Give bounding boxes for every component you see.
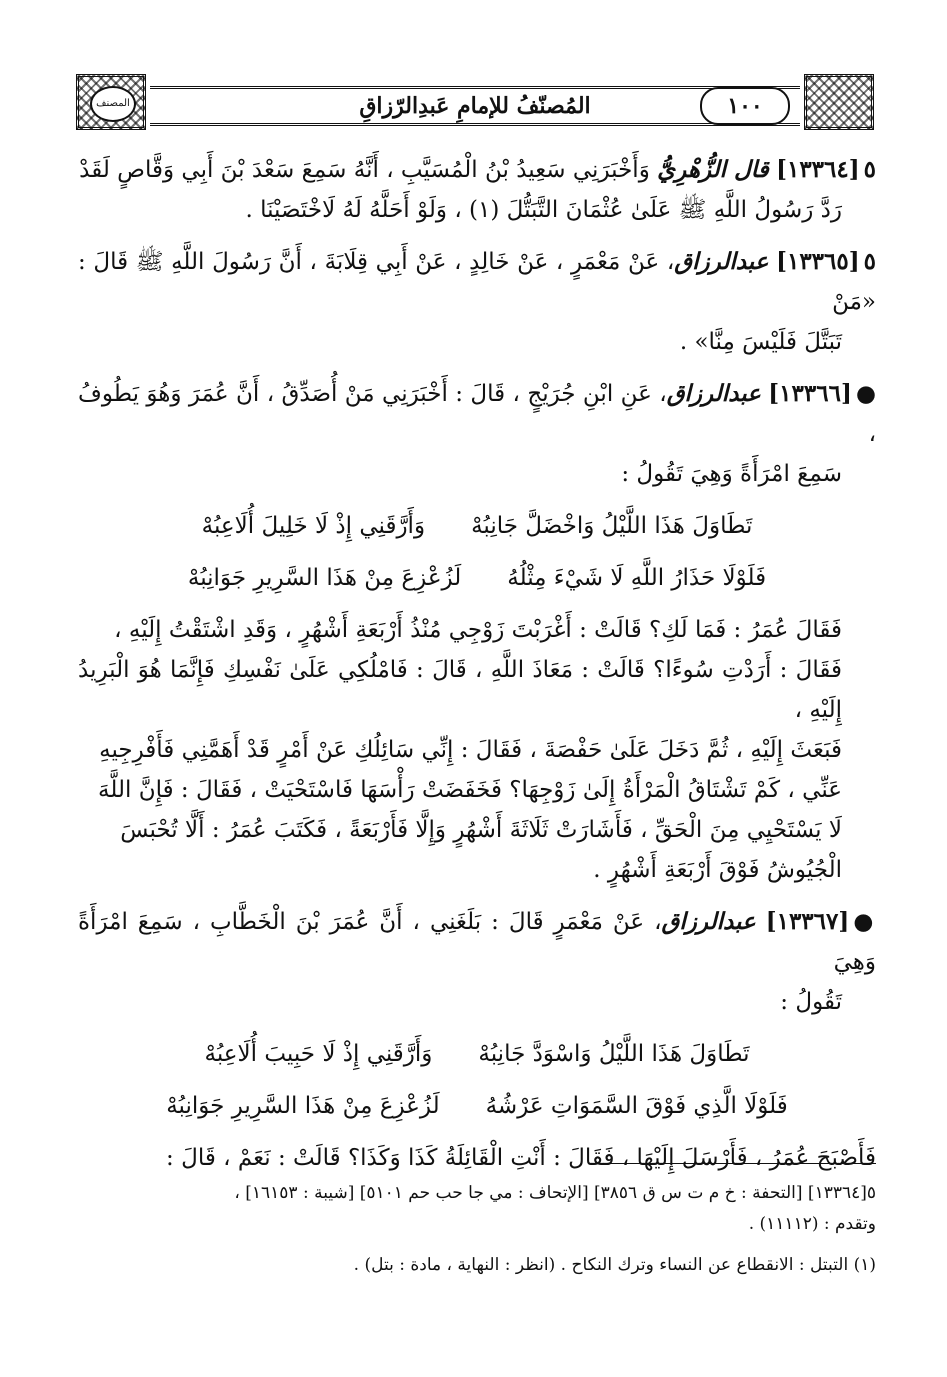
narrator: قال الزُّهْرِيُّ	[657, 156, 769, 183]
hadith-line: فَقَالَ : أَرَدْتِ سُوءًا؟ قَالَتْ : مَعَاذَ اللَّهِ ، قَالَ : فَامْلُكِي عَلَىٰ نَفْسِكِ فَإِنَّمَا هُوَ الْبَرِيدُ إِلَيْهِ ،	[78, 657, 842, 723]
hadith-line: فَقَالَ عُمَرُ : فَمَا لَكِ؟ قَالَتْ : أَغْرَبْتَ زَوْجِي مُنْذُ أَرْبَعَةِ أَشْهُرٍ ، وَقَدِ اشْتَقْتُ إِلَيْهِ ،	[114, 617, 842, 643]
main-text	[78, 150, 876, 1190]
verse-first-hemistich: فَلَوْلَا الَّذِي فَوْقَ السَّمَوَاتِ عَرْشُهُ	[485, 1093, 788, 1119]
page-number: ١٠٠	[700, 87, 790, 125]
hadith-entry	[78, 374, 876, 890]
ornament-left	[76, 74, 146, 130]
hadith-line: تَقُولُ :	[780, 989, 842, 1015]
ornament-right	[804, 74, 874, 130]
hadith-entry	[78, 150, 876, 230]
hadith-text: وَأَخْبَرَنِي سَعِيدُ بْنُ الْمُسَيَّبِ ، أَنَّهُ سَمِعَ سَعْدَ بْنَ أَبِي وَقَّاصٍ لَقَدْ	[79, 157, 650, 183]
verse-first-hemistich: تَطَاوَلَ هَذَا اللَّيْلُ وَاخْضَلَّ جَانِبُهْ	[471, 513, 753, 539]
hadith-line: رَدَّ رَسُولُ اللَّهِ ﷺ عَلَىٰ عُثْمَانَ التَّبَتُّلَ (١) ، وَلَوْ أَحَلَّهُ لَهُ لَاخْتَصَيْنَا .	[245, 197, 842, 223]
verse-second-hemistich: لَزُعْزِعَ مِنْ هَذَا السَّرِيرِ جَوَانِبُهْ	[166, 1093, 440, 1119]
entry-marker: ٥	[863, 248, 876, 275]
hadith-text: ، عَنْ مَعْمَرٍ قَالَ : بَلَغَنِي ، أَنَّ عُمَرَ بْنَ الْخَطَّابِ ، سَمِعَ امْرَأَةً وَهِيَ	[78, 909, 876, 975]
poem-verse	[78, 1028, 876, 1080]
hadith-line: فَبَعَثَ إِلَيْهِ ، ثُمَّ دَخَلَ عَلَىٰ حَفْصَةَ ، فَقَالَ : إِنِّي سَائِلُكِ عَنْ أَمْرٍ قَدْ أَهَمَّنِي فَأَفْرِجِيهِ	[99, 737, 842, 763]
narrator: عبدالرزاق	[674, 248, 769, 275]
hadith-line	[78, 902, 876, 982]
verse-first-hemistich: تَطَاوَلَ هَذَا اللَّيْلُ وَاسْوَدَّ جَانِبُهْ	[478, 1041, 750, 1067]
hadith-line: فَأَصْبَحَ عُمَرُ ، فَأَرْسَلَ إِلَيْهَا ، فَقَالَ : أَنْتِ الْقَائِلَةُ كَذَا وَكَذَا؟ قَالَتْ : نَعَمْ ، قَالَ :	[166, 1145, 876, 1171]
footnotes	[78, 1178, 876, 1281]
poem-verse	[78, 552, 876, 604]
footnote-definition: (١) التبتل : الانقطاع عن النساء وترك النكاح . (انظر : النهاية ، مادة : بتل) .	[353, 1255, 876, 1275]
hadith-line	[78, 242, 876, 322]
footnote-separator	[588, 1163, 876, 1164]
verse-second-hemistich: وَأَرَّقَنِي إِذْ لَا حَبِيبَ أُلَاعِبُهْ	[204, 1041, 433, 1067]
narrator: عبدالرزاق	[661, 908, 756, 935]
hadith-entry	[78, 242, 876, 362]
hadith-line: سَمِعَ امْرَأَةً وَهِيَ تَقُولُ :	[621, 461, 842, 487]
verse-second-hemistich: لَزُعْزِعَ مِنْ هَذَا السَّرِيرِ جَوَانِبُهْ	[187, 565, 462, 591]
verse-first-hemistich: فَلَوْلَا حَذَارُ اللَّهِ لَا شَيْءَ مِثْلُهُ	[507, 565, 767, 591]
hadith-line: عَنِّي ، كَمْ تَشْتَاقُ الْمَرْأَةُ إِلَىٰ زَوْجِهَا؟ فَخَفَضَتْ رَأْسَهَا فَاسْتَحْيَتْ ، فَقَالَ : فَإِنَّ اللَّهَ	[98, 777, 842, 803]
entry-marker: ٥	[863, 156, 876, 183]
verse-second-hemistich: وَأَرَّقَنِي إِذْ لَا خَلِيلَ أُلَاعِبُهْ	[201, 513, 426, 539]
hadith-line: لَا يَسْتَحْيِي مِنَ الْحَقِّ ، فَأَشَارَتْ ثَلَاثَةَ أَشْهُرٍ وَإِلَّا فَأَرْبَعَةً ، فَكَتَبَ عُمَرُ : أَلَّا تُحْبَسَ	[120, 817, 842, 843]
hadith-text: ، عَنِ ابْنِ جُرَيْجٍ ، قَالَ : أَخْبَرَنِي مَنْ أُصَدِّقُ ، أَنَّ عُمَرَ وَهُوَ يَطُوفُ ،	[78, 381, 876, 447]
footnote-reference: وتقدم : (١١١١٢) .	[748, 1214, 876, 1234]
hadith-number: [١٣٣٦٥]	[776, 248, 860, 275]
hadith-number: [١٣٣٦٦]	[768, 380, 852, 407]
hadith-number: [١٣٣٦٤]	[776, 156, 860, 183]
hadith-line: تَبَتَّلَ فَلَيْسَ مِنَّا» .	[679, 329, 842, 355]
hadith-line: الْجُيُوشُ فَوْقَ أَرْبَعَةِ أَشْهُرٍ .	[593, 857, 842, 883]
footnote-reference: ٥[١٣٣٦٤] [التحفة : خ م ت س ق ٣٨٥٦] [الإتحاف : مي جا حب حم ٥١٠١] [شيبة : ١٦١٥٣] ،	[234, 1183, 876, 1203]
entry-marker: ●	[853, 908, 876, 935]
poem-verse	[78, 500, 876, 552]
poem	[78, 1028, 876, 1132]
running-title: المُصنّفُ للإمامِ عَبدِالرّزاقِ	[359, 93, 591, 119]
seal-emblem: المصنف	[90, 86, 136, 122]
header-band	[150, 86, 800, 126]
entry-marker: ●	[855, 380, 876, 407]
narrator: عبدالرزاق	[666, 380, 761, 407]
hadith-number: [١٣٣٦٧]	[765, 908, 850, 935]
hadith-line	[78, 374, 876, 454]
hadith-entry	[78, 902, 876, 1178]
poem	[78, 500, 876, 604]
page-header	[76, 72, 874, 134]
poem-verse	[78, 1080, 876, 1132]
hadith-text: ، عَنْ مَعْمَرٍ ، عَنْ خَالِدٍ ، عَنْ أَبِي قِلَابَةَ ، أَنَّ رَسُولَ اللَّهِ ﷺ قَالَ : «مَنْ	[78, 249, 876, 315]
hadith-line	[78, 150, 876, 190]
